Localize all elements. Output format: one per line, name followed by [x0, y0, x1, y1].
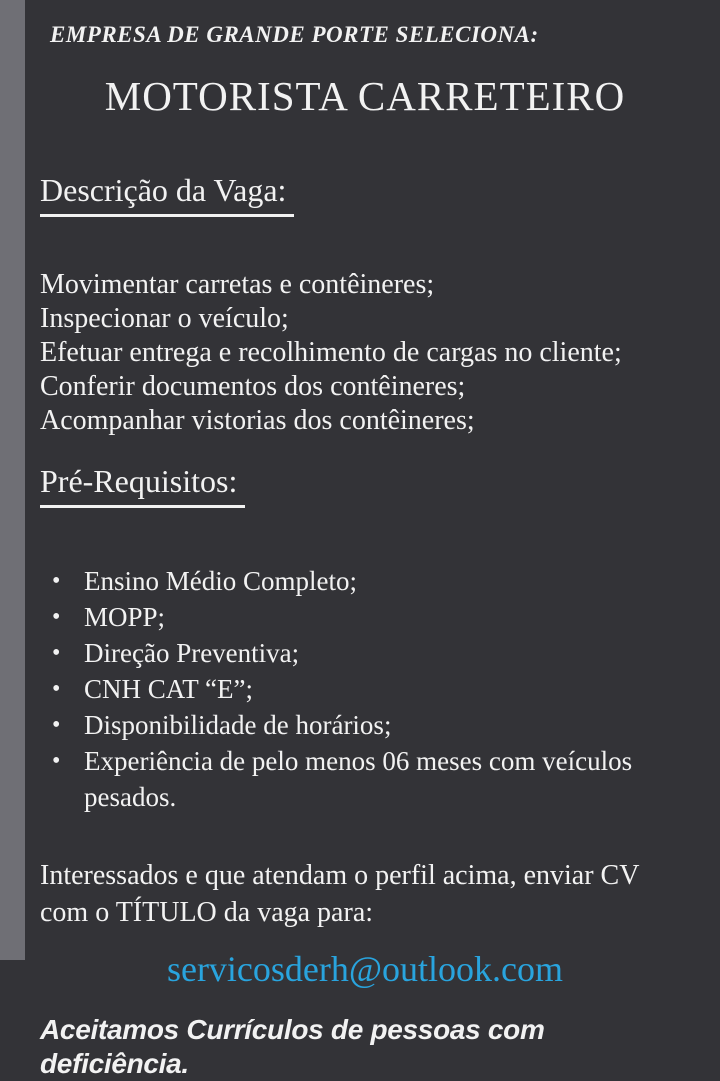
description-list: [40, 268, 690, 438]
contact-email-link[interactable]: servicosderh@outlook.com: [166, 948, 564, 989]
job-flyer: [25, 0, 720, 1079]
requirement-item: • Experiência de pelo menos 06 meses com veículos pesados.: [52, 743, 690, 815]
job-title: MOTORISTA CARRETEIRO: [104, 73, 626, 119]
description-item: Conferir documentos dos contêineres;: [40, 371, 466, 403]
requirement-item: • Disponibilidade de horários;: [52, 707, 690, 743]
section-requirements: [40, 438, 690, 815]
description-item: Efetuar entrega e recolhimento de cargas no cliente;: [40, 337, 622, 369]
description-heading: Descrição da Vaga:: [40, 171, 294, 217]
requirement-item: • Direção Preventiva;: [52, 635, 690, 671]
description-item: Movimentar carretas e contêineres;: [40, 269, 435, 301]
left-accent-strip: [0, 0, 25, 960]
requirements-heading: Pré-Requisitos:: [40, 462, 245, 508]
requirement-item: • Ensino Médio Completo;: [52, 563, 690, 599]
section-description: [40, 147, 690, 438]
accessibility-note: Aceitamos Currículos de pessoas com deficiência.: [40, 1013, 545, 1079]
contact-instructions: Interessados e que atendam o perfil acima, enviar CV com o TÍTULO da vaga para:: [40, 859, 639, 928]
company-tagline: EMPRESA DE GRANDE PORTE SELECIONA:: [50, 22, 539, 47]
requirements-list: [40, 563, 690, 815]
requirement-item: • CNH CAT “E”;: [52, 671, 690, 707]
requirement-item: • MOPP;: [52, 599, 690, 635]
description-item: Inspecionar o veículo;: [40, 303, 289, 335]
description-item: Acompanhar vistorias dos contêineres;: [40, 405, 475, 437]
